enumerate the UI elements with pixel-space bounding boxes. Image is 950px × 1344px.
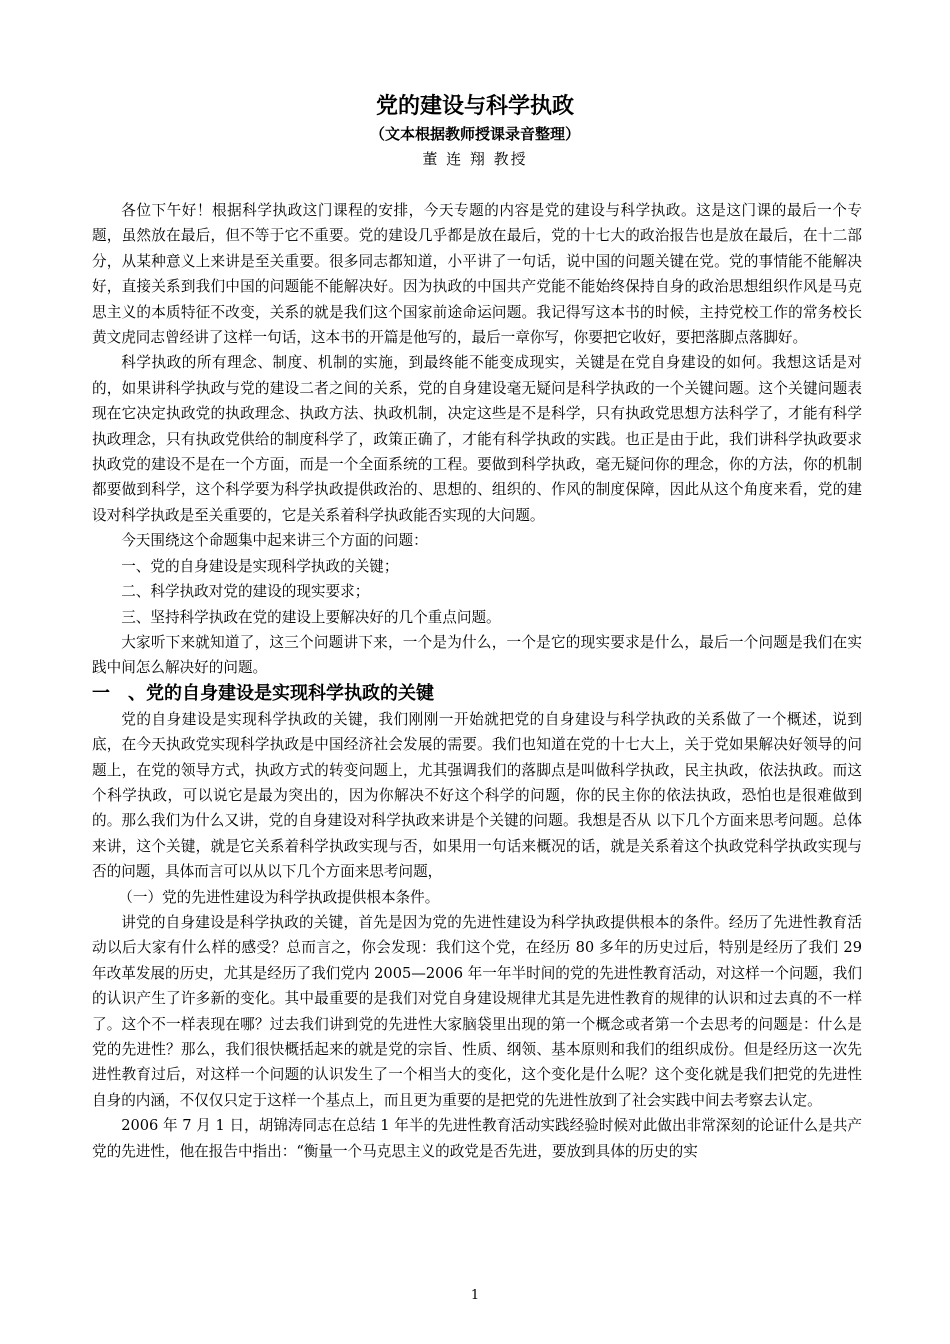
paragraph-intro: 各位下午好！根据科学执政这门课程的安排，今天专题的内容是党的建设与科学执政。这是这门课的最后一个专题，虽然放在最后，但不等于它不重要。党的建设几乎都是放在最后，党的十七大的政治报告也是放在最后，在十二部分，从某种意义上来讲是至关重要。很多同志都知道，小平讲了一句话，说中国的问题关键在党。党的事情能不能解决好，直接关系到我们中国的问题能不能解决好。因为执政的中国共产党能不能始终保持自身的政治思想组织作风是马克思主义的本质特征不改变，关系的就是我们这个国家前途命运问题。我记得写这本书的时候，主持党校工作的常务校长黄文虎同志曾经讲了这样一句话，这本书的开篇是他写的，最后一章你写，你要把它收好，要把落脚点落脚好。 xyxy=(92,202,862,347)
subsection-heading-1: （一）党的先进性建设为科学执政提供根本条件。 xyxy=(118,888,440,906)
page-number: 1 xyxy=(470,1288,480,1303)
document-subtitle: （文本根据教师授课录音整理） xyxy=(369,125,580,143)
paragraph-hu-speech: 2006 年 7 月 1 日，胡锦涛同志在总结 1 年半的先进性教育活动实践经验时候对此做出非常深刻的论证什么是共产党的先进性，他在报告中指出：“衡量一个马克思主义的政党是否先进，要放到具体的历史的实 xyxy=(92,1117,862,1160)
paragraph-outline-intro: 今天围绕这个命题集中起来讲三个方面的问题： xyxy=(121,532,428,550)
paragraph-relationship: 科学执政的所有理念、制度、机制的实施，到最终能不能变成现实，关键是在党自身建设的如何。我想这话是对的，如果讲科学执政与党的建设二者之间的关系，党的自身建设毫无疑问是科学执政的一个关键问题。这个关键问题表现在它决定执政党的执政理念、执政方法、执政机制，决定这些是不是科学，只有执政党思想方法科学了，才能有科学执政理念，只有执政党供给的制度科学了，政策正确了，才能有科学执政的实践。也正是由于此，我们讲科学执政要求执政党的建设不是在一个方面，而是一个全面系统的工程。要做到科学执政，毫无疑问你的理念，你的方法，你的机制都要做到科学，这个科学要为科学执政提供政治的、思想的、组织的、作风的制度保障，因此从这个角度来看，党的建设对科学执政是至关重要的，它是关系着科学执政能否实现的大问题。 xyxy=(92,354,862,524)
section-heading-1: 一 、党的自身建设是实现科学执政的关键 xyxy=(92,682,434,704)
document-title: 党的建设与科学执政 xyxy=(375,94,574,119)
paragraph-outline-summary: 大家听下来就知道了，这三个问题讲下来，一个是为什么，一个是它的现实要求是什么，最后一个问题是我们在实践中间怎么解决好的问题。 xyxy=(92,633,862,677)
document-body xyxy=(92,198,862,1164)
paragraph-section-1-intro: 党的自身建设是实现科学执政的关键，我们刚刚一开始就把党的自身建设与科学执政的关系做了一个概述，说到底，在今天执政党实现科学执政是中国经济社会发展的需要。我们也知道在党的十七大上，关于党如果解决好领导的问题上，在党的领导方式，执政方式的转变问题上，尤其强调我们的落脚点是叫做科学执政，民主执政，依法执政。而这个科学执政，可以说它是最为突出的，因为你解决不好这个科学的问题，你的民主你的依法执政，恐怕也是很难做到的。那么我们为什么又讲，党的自身建设对科学执政来讲是个关键的问题。我想是否从 以下几个方面来思考问题。总体来讲，这个关键，就是它关系着科学执政实现与否，如果用一句话来概况的话，就是关系着这个执政党科学执政实现与否的问题，具体而言可以从以下几个方面来思考问题， xyxy=(92,710,862,881)
outline-item-3: 三、坚持科学执政在党的建设上要解决好的几个重点问题。 xyxy=(121,608,501,626)
paragraph-advanced-nature: 讲党的自身建设是科学执政的关键，首先是因为党的先进性建设为科学执政提供根本的条件。经历了先进性教育活动以后大家有什么样的感受？总而言之，你会发现：我们这个党，在经历 80 多年的历史过后，特别是经历了我们 29 年改革发展的历史，尤其是经历了我们党内 2005—2006 年一年半时间的党的先进性教育活动，对这样一个问题，我们的认识产生了许多新的变化。其中最重要的是我们对党自身建设规律尤其是先进性教育的规律的认识和过去真的不一样了。这个不一样表现在哪？过去我们讲到党的先进性大家脑袋里出现的第一个概念或者第一个去思考的问题是：什么是党的先进性？那么，我们很快概括起来的就是党的宗旨、性质、纲领、基本原则和我们的组织成份。但是经历这一次先进性教育过后，对这样一个问题的认识发生了一个相当大的变化，这个变化是什么呢？这个变化就是我们把党的先进性自身的内涵，不仅仅只定于这样一个基点上，而且更为重要的是把党的先进性放到了社会实践中间去考察去认定。 xyxy=(92,913,862,1109)
outline-item-1: 一、党的自身建设是实现科学执政的关键； xyxy=(121,557,399,575)
outline-item-2: 二、科学执政对党的建设的现实要求； xyxy=(121,583,370,601)
document-author: 董 连 翔 教授 xyxy=(422,150,528,168)
